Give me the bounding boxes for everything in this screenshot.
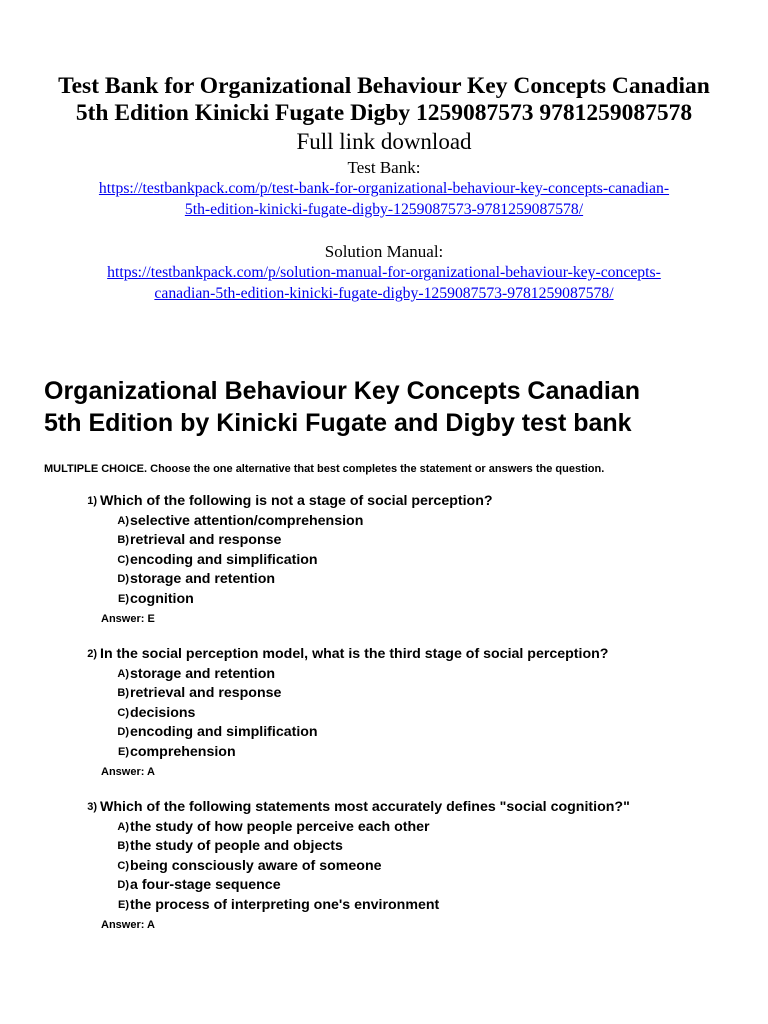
question-number: 1) [87, 495, 97, 507]
test-bank-label: Test Bank: [347, 158, 421, 177]
option-e [0, 590, 768, 610]
option-a [0, 512, 768, 532]
answer-row [0, 916, 768, 936]
option-text: selective attention/comprehension [130, 512, 364, 529]
option-c [0, 704, 768, 724]
answer-row [0, 763, 768, 783]
question-1 [0, 492, 768, 629]
question-text: In the social perception model, what is the third stage of social perception? [100, 646, 609, 662]
option-letter: E) [118, 592, 129, 605]
option-letter: C) [117, 553, 129, 566]
document-header [0, 73, 768, 304]
question-text: Which of the following statements most accurately defines "social cognition?" [100, 799, 630, 815]
option-letter: A) [117, 667, 129, 680]
option-text: encoding and simplification [130, 551, 318, 568]
title-line-1: Test Bank for Organizational Behaviour Key Concepts Canadian [58, 73, 710, 99]
option-a [0, 818, 768, 838]
option-letter: D) [117, 573, 129, 586]
main-heading-line-1: Organizational Behaviour Key Concepts Canadian [44, 377, 640, 405]
option-d [0, 876, 768, 896]
option-b [0, 684, 768, 704]
option-letter: C) [117, 706, 129, 719]
option-b [0, 837, 768, 857]
option-text: comprehension [130, 743, 236, 760]
option-text: the study of how people perceive each other [130, 818, 430, 835]
option-text: decisions [130, 704, 196, 721]
answer: Answer: A [101, 765, 155, 778]
test-bank-link-line-2[interactable]: 5th-edition-kinicki-fugate-digby-1259087573-9781259087578/ [184, 201, 584, 218]
option-d [0, 723, 768, 743]
option-e [0, 896, 768, 916]
test-bank-link-line-1[interactable]: https://testbankpack.com/p/test-bank-for-organizational-behaviour-key-concepts-canadian- [98, 180, 670, 197]
solution-manual-label: Solution Manual: [324, 242, 444, 261]
question-2 [0, 645, 768, 782]
option-text: a four-stage sequence [130, 877, 281, 894]
option-text: retrieval and response [130, 532, 282, 549]
option-text: retrieval and response [130, 685, 282, 702]
option-e [0, 743, 768, 763]
option-c [0, 857, 768, 877]
solution-manual-link-line-1[interactable]: https://testbankpack.com/p/solution-manual-for-organizational-behaviour-key-concepts- [107, 264, 661, 281]
full-link-download: Full link download [296, 129, 472, 154]
question-number: 2) [87, 648, 97, 660]
option-text: storage and retention [130, 571, 276, 588]
question-stem [0, 645, 768, 665]
main-heading [44, 375, 640, 439]
solution-manual-link-line-2[interactable]: canadian-5th-edition-kinicki-fugate-digby-1259087573-9781259087578/ [154, 285, 614, 302]
option-letter: E) [118, 898, 129, 911]
option-text: encoding and simplification [130, 724, 318, 741]
instructions: MULTIPLE CHOICE. Choose the one alternative that best completes the statement or answers the question. [44, 463, 605, 475]
option-letter: A) [117, 820, 129, 833]
option-text: cognition [130, 590, 194, 607]
option-text: being consciously aware of someone [130, 857, 382, 874]
answer: Answer: A [101, 918, 155, 931]
question-3 [0, 798, 768, 935]
question-number: 3) [87, 801, 97, 813]
option-a [0, 665, 768, 685]
option-text: the process of interpreting one's environment [130, 896, 440, 913]
option-letter: D) [117, 726, 129, 739]
option-text: storage and retention [130, 665, 276, 682]
title-line-2: 5th Edition Kinicki Fugate Digby 1259087573 9781259087578 [75, 100, 693, 126]
option-letter: B) [117, 534, 129, 547]
option-letter: D) [117, 879, 129, 892]
option-d [0, 570, 768, 590]
option-letter: B) [117, 687, 129, 700]
option-letter: C) [117, 859, 129, 872]
answer: Answer: E [101, 612, 155, 625]
option-text: the study of people and objects [130, 838, 343, 855]
option-letter: A) [117, 514, 129, 527]
option-c [0, 551, 768, 571]
question-stem [0, 492, 768, 512]
main-heading-line-2: 5th Edition by Kinicki Fugate and Digby test bank [44, 409, 632, 437]
option-b [0, 531, 768, 551]
option-letter: E) [118, 745, 129, 758]
answer-row [0, 610, 768, 630]
question-text: Which of the following is not a stage of social perception? [100, 493, 493, 509]
question-stem [0, 798, 768, 818]
option-letter: B) [117, 840, 129, 853]
